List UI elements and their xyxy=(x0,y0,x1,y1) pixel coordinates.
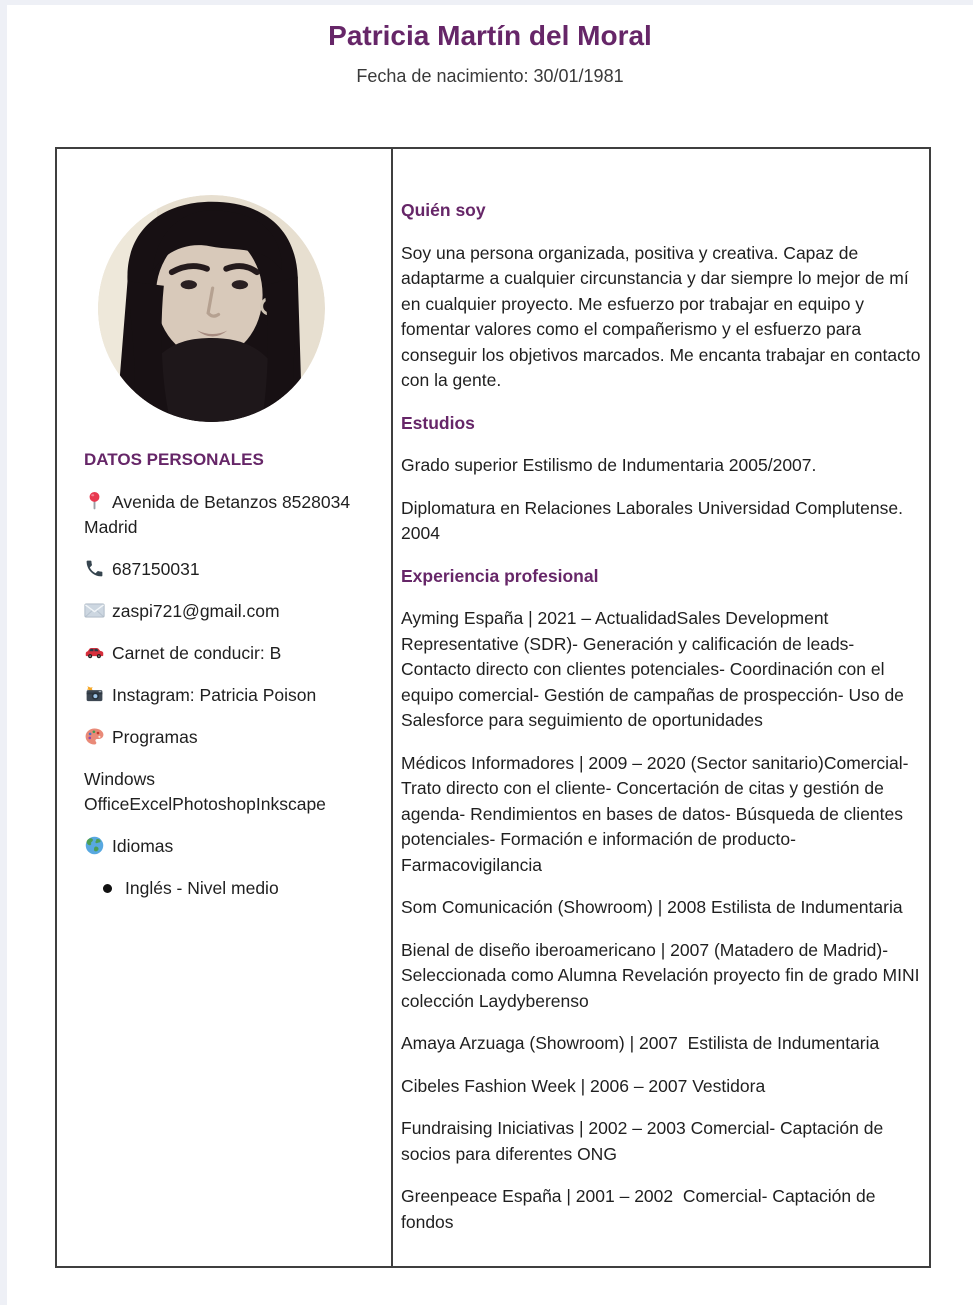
photo-container xyxy=(70,195,352,422)
cv-table xyxy=(55,147,931,1268)
programs-item xyxy=(84,725,381,750)
languages-item xyxy=(84,834,381,859)
phone-icon xyxy=(84,558,105,579)
personal-data-heading: DATOS PERSONALES xyxy=(84,450,264,469)
phone-text: 687150031 xyxy=(112,559,200,579)
page-edge-left xyxy=(0,0,7,1305)
language-entry-text: Inglés - Nivel medio xyxy=(125,878,279,898)
experience-entry: Fundraising Iniciativas | 2002 – 2003 Comercial- Captación de socios para diferentes ONG xyxy=(401,1118,889,1164)
experience-entry: Som Comunicación (Showroom) | 2008 Estilista de Indumentaria xyxy=(401,897,903,917)
car-icon xyxy=(84,642,105,663)
programs-list-text: Windows OfficeExcelPhotoshopInkscape xyxy=(84,769,326,814)
driving-license-item xyxy=(84,641,381,666)
palette-icon xyxy=(84,726,105,747)
phone-item xyxy=(84,557,381,582)
location-pin-icon xyxy=(84,491,105,512)
section-heading-experiencia: Experiencia profesional xyxy=(401,565,599,586)
profile-photo xyxy=(98,195,325,422)
instagram-item xyxy=(84,683,381,708)
birth-date-text: Fecha de nacimiento: 30/01/1981 xyxy=(356,66,624,86)
page-title: Patricia Martín del Moral xyxy=(328,20,652,51)
studies-paragraph: Grado superior Estilismo de Indumentaria 2005/2007. xyxy=(401,455,817,475)
instagram-text: Instagram: Patricia Poison xyxy=(112,685,317,705)
globe-icon xyxy=(84,835,105,856)
experience-entry: Bienal de diseño iberoamericano | 2007 (Matadero de Madrid)- Seleccionada como Alumna Revelación proyecto fin de grado MINI colección Laydyberenso xyxy=(401,939,925,1011)
experience-entry: Amaya Arzuaga (Showroom) | 2007 Estilista de Indumentaria xyxy=(401,1033,880,1053)
address-text: Avenida de Betanzos 8528034 Madrid xyxy=(84,492,351,537)
about-paragraph: Soy una persona organizada, positiva y creativa. Capaz de adaptarme a cualquier circunstancia y dar siempre lo mejor de mí en cualquier proyecto. Me esfuerzo por trabajar en equipo y fomentar valores como el compañerismo y el esfuerzo para conseguir los objetivos marcados. Me encanta trabajar en contacto con la gente. xyxy=(401,242,926,390)
language-entry xyxy=(84,876,381,901)
personal-data-column xyxy=(57,149,393,1266)
email-item xyxy=(84,599,381,624)
programs-label: Programas xyxy=(112,727,198,747)
studies-paragraph: Diplomatura en Relaciones Laborales Universidad Complutense. 2004 xyxy=(401,497,908,543)
email-text: zaspi721@gmail.com xyxy=(112,601,280,621)
languages-label: Idiomas xyxy=(112,836,174,856)
envelope-icon xyxy=(84,600,105,621)
experience-entry: Médicos Informadores | 2009 – 2020 (Sector sanitario)Comercial- Trato directo con el cliente- Concertación de citas y gestión de agenda- Rendimientos en bases de datos- Búsqueda de clientes potenciales- Formación e información de producto- Farmacovigilancia xyxy=(401,752,913,875)
camera-icon xyxy=(84,684,105,705)
driving-license-text: Carnet de conducir: B xyxy=(112,643,282,663)
section-heading-estudios: Estudios xyxy=(401,412,475,433)
document-header xyxy=(7,0,973,87)
section-heading-quien-soy: Quién soy xyxy=(401,200,486,220)
experience-column xyxy=(393,149,929,1266)
experience-entry: Ayming España | 2021 – ActualidadSales Development Representative (SDR)- Generación y calificación de leads- Contacto directo con clientes potenciales- Coordinación con el equipo comercial- Gestión de campañas de prospección- Uso de Salesforce para seguimiento de oportunidades xyxy=(401,608,909,730)
experience-entry: Greenpeace España | 2001 – 2002 Comercial- Captación de fondos xyxy=(401,1186,881,1232)
address-item xyxy=(84,490,381,540)
bullet-icon xyxy=(103,884,112,893)
experience-entry: Cibeles Fashion Week | 2006 – 2007 Vestidora xyxy=(401,1075,766,1096)
